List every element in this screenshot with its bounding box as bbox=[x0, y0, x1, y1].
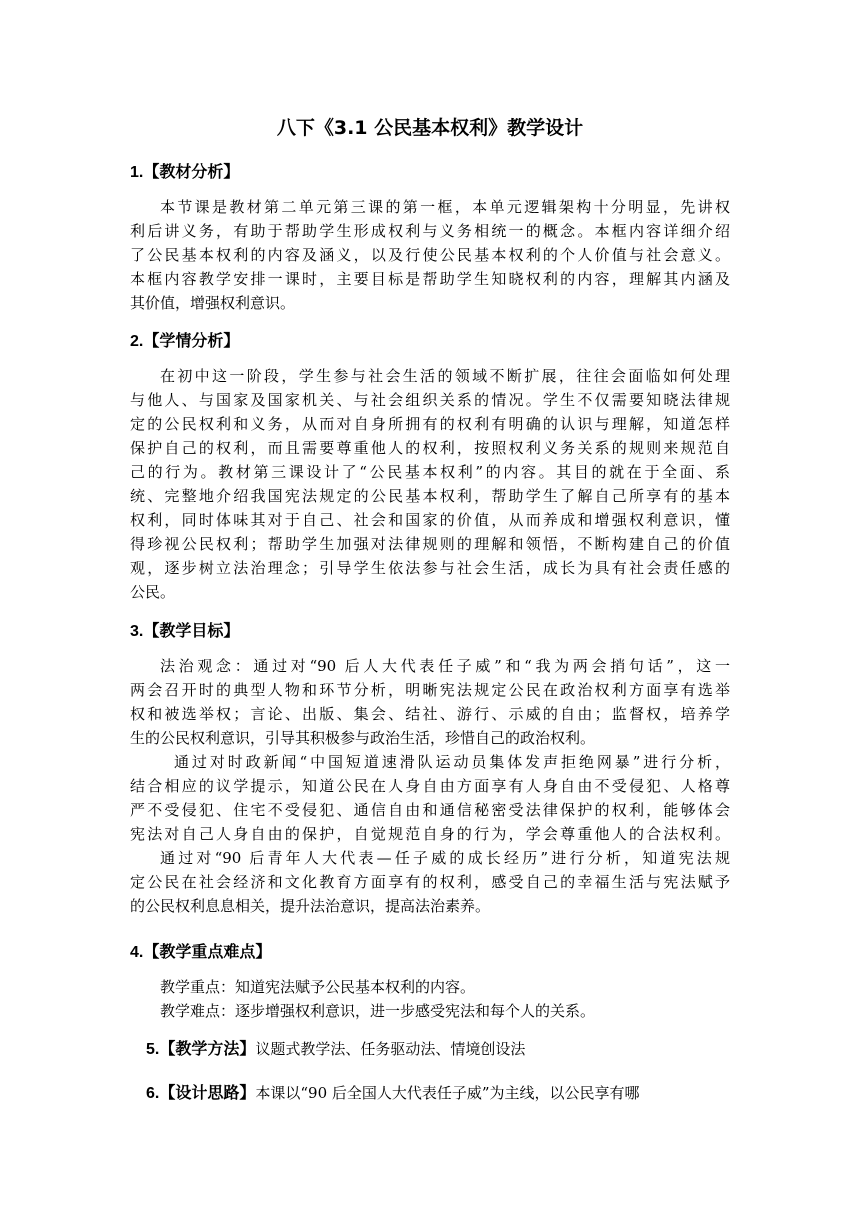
paragraph-line: 法治观念：通过对“90 后人大代表任子威”和“我为两会捎句话”，这一 bbox=[160, 657, 730, 675]
section-heading-design-idea bbox=[146, 1083, 255, 1102]
paragraph-line: 利后讲义务，有助于帮助学生形成权利与义务相统一的概念。本框内容详细介绍 bbox=[130, 222, 730, 240]
paragraph-line: 与他人、与国家及国家机关、与社会组织关系的情况。学生不仅需要知晓法律规 bbox=[130, 391, 730, 409]
section-number: 6. bbox=[146, 1085, 160, 1102]
section-design-idea bbox=[146, 1081, 730, 1105]
paragraph-line: 生的公民权利意识，引导其积极参与政治生活，珍惜自己的政治权利。 bbox=[130, 729, 596, 747]
paragraph-line: 严不受侵犯、住宅不受侵犯、通信自由和通信秘密受法律保护的权利，能够体会 bbox=[130, 801, 730, 819]
paragraph-line: 己的行为。教材第三课设计了“公民基本权利”的内容。其目的就在于全面、系 bbox=[130, 463, 730, 481]
paragraph-line: 观，逐步树立法治理念；引导学生依法参与社会生活，成长为具有社会责任感的 bbox=[130, 559, 730, 577]
paragraph-line: 通过对“90 后青年人大代表—任子威的成长经历”进行分析，知道宪法规 bbox=[160, 849, 730, 867]
section-number: 4. bbox=[130, 944, 144, 961]
paragraph-line: 本节课是教材第二单元第三课的第一框，本单元逻辑架构十分明显，先讲权 bbox=[160, 198, 730, 216]
paragraph-line: 在初中这一阶段，学生参与社会生活的领域不断扩展，往往会面临如何处理 bbox=[160, 367, 730, 385]
paragraph-line: 本框内容教学安排一课时，主要目标是帮助学生知晓权利的内容，理解其内涵及 bbox=[130, 270, 730, 288]
paragraph-line: 得珍视公民权利；帮助学生加强对法律规则的理解和领悟，不断构建自己的价值 bbox=[130, 535, 730, 553]
section-text: 议题式教学法、任务驱动法、情境创设法 bbox=[255, 1040, 526, 1058]
section-heading-student-analysis bbox=[130, 329, 239, 354]
section-number: 3. bbox=[130, 623, 144, 640]
paragraph-line: 权利，同时体味其对于自己、社会和国家的价值，从而养成和增强权利意识，懂 bbox=[130, 511, 730, 529]
section-label: 【教学目标】 bbox=[143, 621, 240, 640]
section-label: 【教材分析】 bbox=[143, 162, 240, 181]
section-heading-key-points bbox=[130, 940, 271, 965]
section-label: 【教学方法】 bbox=[159, 1039, 256, 1058]
paragraph-line: 教学难点：逐步增强权利意识，进一步感受宪法和每个人的关系。 bbox=[160, 1002, 596, 1020]
section-number: 5. bbox=[146, 1041, 160, 1058]
section-teaching-methods bbox=[146, 1037, 730, 1061]
paragraph-line: 其价值，增强权利意识。 bbox=[130, 294, 296, 312]
paragraph-line: 权和被选举权；言论、出版、集会、结社、游行、示威的自由；监督权，培养学 bbox=[130, 705, 730, 723]
paragraph-line: 宪法对自己人身自由的保护，自觉规范自身的行为，学会尊重他人的合法权利。 bbox=[130, 825, 730, 843]
section-heading-teaching-goals bbox=[130, 619, 239, 644]
section-heading-teaching-methods bbox=[146, 1039, 255, 1058]
paragraph-line: 保护自己的权利，而且需要尊重他人的权利，按照权利义务关系的规则来规范自 bbox=[130, 439, 730, 457]
section-number: 1. bbox=[130, 164, 144, 181]
section-label: 【教学重点难点】 bbox=[143, 942, 272, 961]
section-heading-textbook-analysis bbox=[130, 160, 239, 185]
paragraph-line: 定公民在社会经济和文化教育方面享有的权利，感受自己的幸福生活与宪法赋予 bbox=[130, 873, 730, 891]
paragraph-line: 公民。 bbox=[130, 583, 176, 601]
paragraph-line: 教学重点：知道宪法赋予公民基本权利的内容。 bbox=[160, 978, 476, 996]
section-text: 本课以“90 后全国人大代表任子威”为主线，以公民享有哪 bbox=[255, 1084, 640, 1102]
document-title: 八下《3.1 公民基本权利》教学设计 bbox=[276, 117, 584, 139]
paragraph-line: 通过对时政新闻“中国短道速滑队运动员集体发声拒绝网暴”进行分析， bbox=[174, 753, 730, 771]
section-label: 【学情分析】 bbox=[143, 331, 240, 350]
paragraph-line: 定的公民权利和义务，从而对自身所拥有的权利有明确的认识与理解，知道怎样 bbox=[130, 415, 730, 433]
paragraph-line: 统、完整地介绍我国宪法规定的公民基本权利，帮助学生了解自己所享有的基本 bbox=[130, 487, 730, 505]
paragraph-line: 的公民权利息息相关，提升法治意识，提高法治素养。 bbox=[130, 897, 491, 915]
section-label: 【设计思路】 bbox=[159, 1083, 256, 1102]
paragraph-line: 两会召开时的典型人物和环节分析，明晰宪法规定公民在政治权利方面享有选举 bbox=[130, 681, 730, 699]
paragraph-line: 了公民基本权利的内容及涵义，以及行使公民基本权利的个人价值与社会意义。 bbox=[130, 246, 730, 264]
paragraph-line: 结合相应的议学提示，知道公民在人身自由方面享有人身自由不受侵犯、人格尊 bbox=[130, 777, 730, 795]
section-number: 2. bbox=[130, 333, 144, 350]
